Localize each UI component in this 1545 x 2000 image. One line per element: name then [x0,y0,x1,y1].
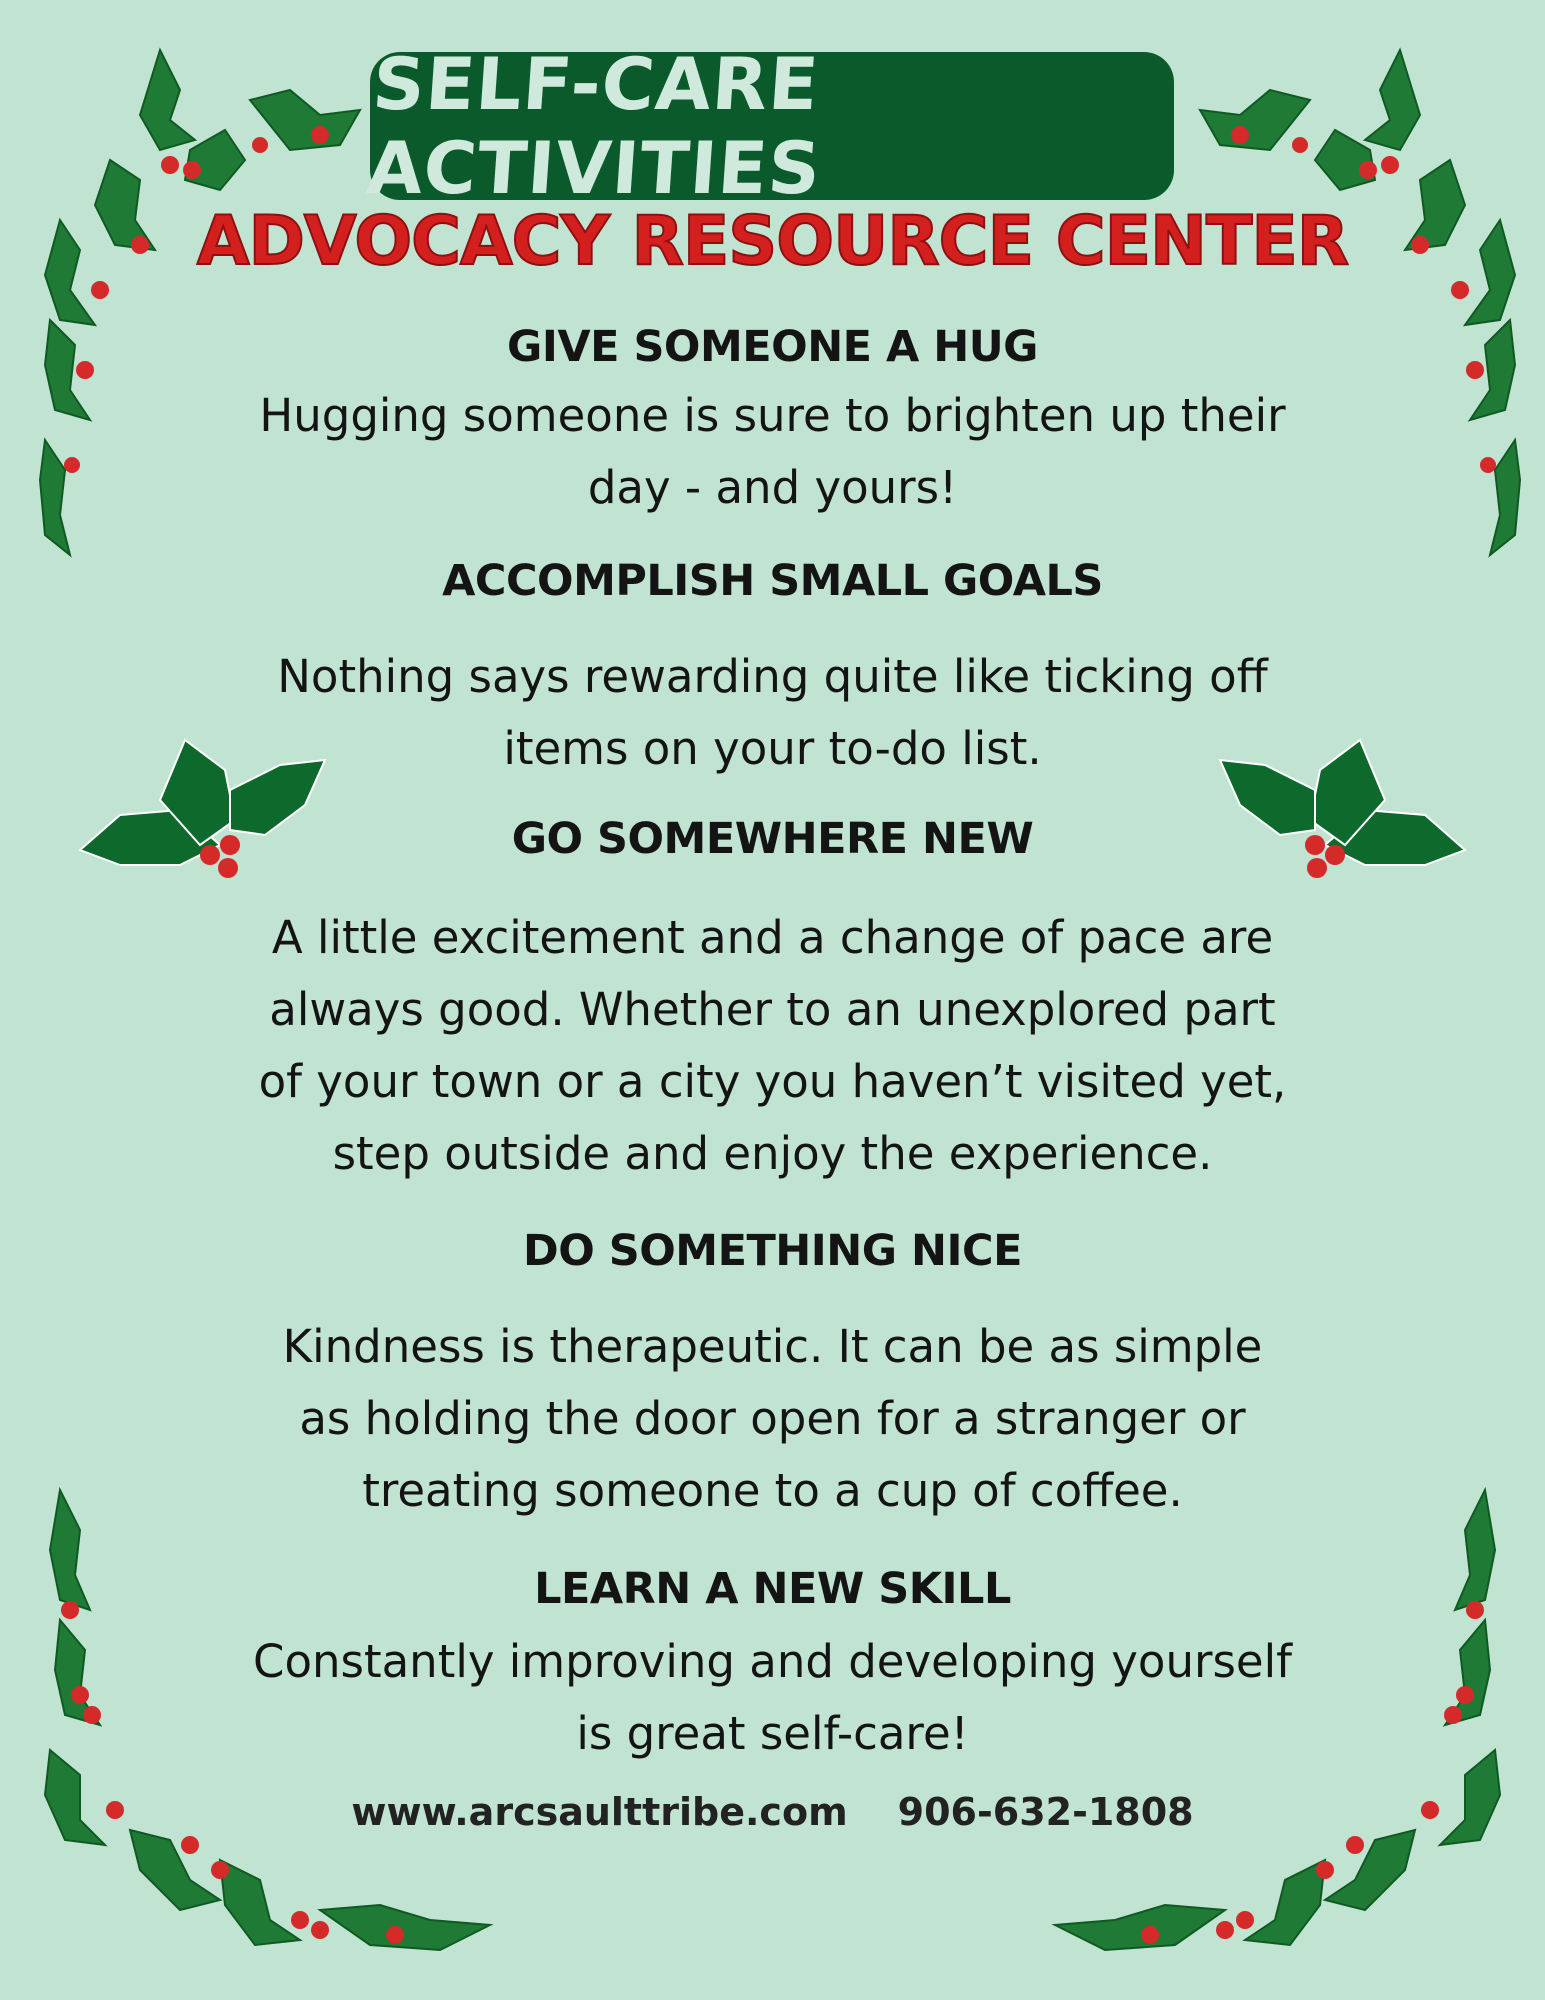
activity-description [150,1311,1395,1527]
description-line: items on your to-do list. [503,722,1042,775]
activity-description [150,380,1395,524]
activity-heading: GIVE SOMEONE A HUG [507,322,1038,372]
activity-section-something-nice [150,1226,1395,1527]
description-line: step outside and enjoy the experience. [332,1127,1213,1180]
contact-footer [0,1790,1545,1834]
phone-number[interactable]: 906-632-1808 [897,1790,1194,1834]
activity-heading: GO SOMEWHERE NEW [511,814,1034,864]
activity-section-goals [150,556,1395,785]
description-line: is great self-care! [576,1707,969,1760]
activity-section-new-skill [150,1564,1395,1770]
activity-description [150,902,1395,1190]
description-line: Nothing says rewarding quite like ticking off [277,650,1268,703]
activity-section-somewhere-new [150,814,1395,1190]
organization-name: ADVOCACY RESOURCE CENTER [196,202,1349,281]
activity-description [150,1626,1395,1770]
description-line: always good. Whether to an unexplored part [269,983,1276,1036]
page-title: SELF-CARE ACTIVITIES [364,42,824,210]
description-line: as holding the door open for a stranger or [299,1392,1246,1445]
description-line: Constantly improving and developing yourself [253,1635,1292,1688]
description-line: of your town or a city you haven’t visited yet, [258,1055,1287,1108]
activity-section-hug [150,322,1395,524]
activity-heading: DO SOMETHING NICE [523,1226,1022,1276]
description-line: Hugging someone is sure to brighten up their [259,389,1286,442]
activity-heading: ACCOMPLISH SMALL GOALS [442,556,1103,606]
description-line: day - and yours! [587,461,958,514]
website-link[interactable]: www.arcsaulttribe.com [351,1790,848,1834]
activity-heading: LEARN A NEW SKILL [534,1564,1011,1614]
description-line: treating someone to a cup of coffee. [362,1464,1183,1517]
title-banner [364,42,1174,210]
activity-description [150,641,1395,785]
description-line: Kindness is therapeutic. It can be as simple [282,1320,1263,1373]
description-line: A little excitement and a change of pace are [271,911,1274,964]
